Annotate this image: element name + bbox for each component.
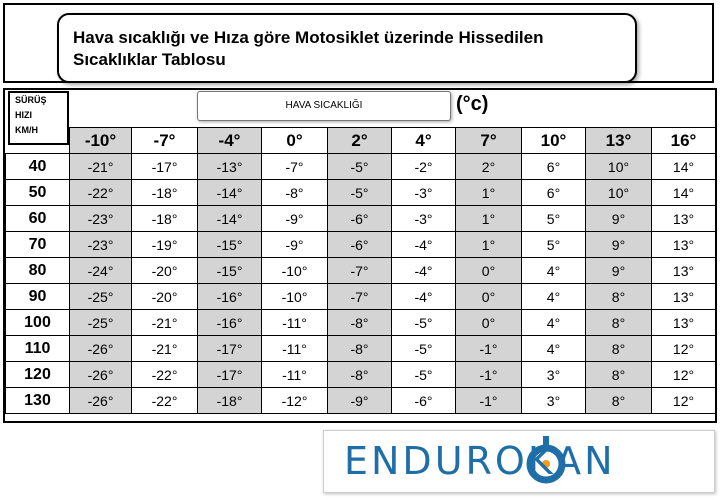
felt-temperature-cell: -9° [262,206,328,232]
page-title: Hava sıcaklığı ve Hıza göre Motosiklet üzerinde Hissedilen Sıcaklıklar Tablosu [73,28,544,69]
temperature-column-header: 2° [328,128,392,154]
temperature-column-header: 10° [522,128,586,154]
felt-temperature-cell: -18° [132,180,198,206]
felt-temperature-cell: 9° [586,258,652,284]
table-frame [3,88,717,423]
felt-temperature-cell: 8° [586,284,652,310]
felt-temperature-cell: -4° [392,258,456,284]
felt-temperature-cell: 12° [652,336,716,362]
felt-temperature-cell: -1° [456,336,522,362]
table-row [6,206,716,232]
felt-temperature-cell: 1° [456,232,522,258]
unit-label: (°c) [456,93,489,115]
felt-temperature-cell: 0° [456,284,522,310]
felt-temperature-cell: -16° [198,310,262,336]
felt-temperature-cell: -15° [198,258,262,284]
felt-temperature-cell: 8° [586,310,652,336]
speed-cell: 120 [6,362,70,388]
table-body [6,154,716,414]
air-temperature-header: HAVA SICAKLIĞI [197,91,451,121]
table-row [6,284,716,310]
felt-temperature-cell: -15° [198,232,262,258]
felt-temperature-cell: 14° [652,154,716,180]
felt-temperature-cell: -9° [262,232,328,258]
wind-chill-table [5,127,716,414]
table-row [6,388,716,414]
felt-temperature-cell: -17° [198,336,262,362]
felt-temperature-cell: -17° [132,154,198,180]
felt-temperature-cell: -1° [456,388,522,414]
speed-cell: 90 [6,284,70,310]
speed-cell: 100 [6,310,70,336]
felt-temperature-cell: -22° [132,388,198,414]
temperature-column-header: 0° [262,128,328,154]
felt-temperature-cell: 4° [522,258,586,284]
temperature-column-header: -4° [198,128,262,154]
felt-temperature-cell: -6° [328,206,392,232]
felt-temperature-cell: -11° [262,336,328,362]
table-row [6,258,716,284]
felt-temperature-cell: 6° [522,180,586,206]
felt-temperature-cell: -8° [328,310,392,336]
temperature-column-header: 4° [392,128,456,154]
felt-temperature-cell: -5° [392,336,456,362]
felt-temperature-cell: 9° [586,206,652,232]
felt-temperature-cell: 13° [652,206,716,232]
felt-temperature-cell: 4° [522,310,586,336]
speed-cell: 130 [6,388,70,414]
felt-temperature-cell: -12° [262,388,328,414]
felt-temperature-cell: -9° [328,388,392,414]
felt-temperature-cell: -5° [328,154,392,180]
felt-temperature-cell: -14° [198,206,262,232]
felt-temperature-cell: -8° [328,362,392,388]
felt-temperature-cell: -4° [392,232,456,258]
felt-temperature-cell: -21° [132,310,198,336]
speed-cell: 80 [6,258,70,284]
felt-temperature-cell: -10° [262,284,328,310]
felt-temperature-cell: -26° [70,336,132,362]
felt-temperature-cell: -18° [198,388,262,414]
felt-temperature-cell: -7° [328,258,392,284]
felt-temperature-cell: -22° [132,362,198,388]
felt-temperature-cell: 8° [586,388,652,414]
felt-temperature-cell: -4° [392,284,456,310]
felt-temperature-cell: 13° [652,258,716,284]
speed-header-line: HIZI [15,110,32,120]
felt-temperature-cell: 1° [456,180,522,206]
speed-header-line: SÜRÜŞ [15,95,47,105]
felt-temperature-cell: -26° [70,362,132,388]
felt-temperature-cell: -5° [392,310,456,336]
felt-temperature-cell: 8° [586,362,652,388]
felt-temperature-cell: -25° [70,310,132,336]
felt-temperature-cell: 12° [652,362,716,388]
speed-cell: 70 [6,232,70,258]
felt-temperature-cell: 1° [456,206,522,232]
felt-temperature-cell: -1° [456,362,522,388]
felt-temperature-cell: -23° [70,206,132,232]
felt-temperature-cell: -5° [328,180,392,206]
felt-temperature-cell: 6° [522,154,586,180]
felt-temperature-cell: -20° [132,284,198,310]
speed-cell: 40 [6,154,70,180]
felt-temperature-cell: -3° [392,180,456,206]
felt-temperature-cell: 12° [652,388,716,414]
felt-temperature-cell: -8° [328,336,392,362]
temperature-column-header: 16° [652,128,716,154]
header-spacer [6,128,70,154]
felt-temperature-cell: -17° [198,362,262,388]
table-row [6,232,716,258]
felt-temperature-cell: -2° [392,154,456,180]
felt-temperature-cell: 10° [586,154,652,180]
felt-temperature-cell: -8° [262,180,328,206]
logo-text: ENDUROKAN [344,439,616,483]
felt-temperature-cell: -19° [132,232,198,258]
felt-temperature-cell: 5° [522,232,586,258]
table-row [6,310,716,336]
felt-temperature-cell: -24° [70,258,132,284]
felt-temperature-cell: -26° [70,388,132,414]
felt-temperature-cell: 13° [652,310,716,336]
felt-temperature-cell: -23° [70,232,132,258]
speed-cell: 60 [6,206,70,232]
title-frame [3,3,714,83]
felt-temperature-cell: -5° [392,362,456,388]
speed-cell: 50 [6,180,70,206]
temperature-column-header: -10° [70,128,132,154]
felt-temperature-cell: -11° [262,362,328,388]
felt-temperature-cell: -10° [262,258,328,284]
felt-temperature-cell: 3° [522,362,586,388]
felt-temperature-cell: -18° [132,206,198,232]
felt-temperature-cell: -7° [262,154,328,180]
felt-temperature-cell: -21° [132,336,198,362]
felt-temperature-cell: 13° [652,284,716,310]
speed-header-line: KM/H [15,125,38,135]
felt-temperature-cell: 0° [456,258,522,284]
temperature-header-row [6,128,716,154]
felt-temperature-cell: 0° [456,310,522,336]
felt-temperature-cell: -21° [70,154,132,180]
felt-temperature-cell: -6° [392,388,456,414]
felt-temperature-cell: 8° [586,336,652,362]
table-row [6,154,716,180]
felt-temperature-cell: 10° [586,180,652,206]
temperature-column-header: -7° [132,128,198,154]
felt-temperature-cell: 14° [652,180,716,206]
felt-temperature-cell: -3° [392,206,456,232]
felt-temperature-cell: -7° [328,284,392,310]
felt-temperature-cell: -13° [198,154,262,180]
felt-temperature-cell: -22° [70,180,132,206]
table-row [6,336,716,362]
speed-cell: 110 [6,336,70,362]
felt-temperature-cell: 13° [652,232,716,258]
temperature-column-header: 13° [586,128,652,154]
felt-temperature-cell: 5° [522,206,586,232]
table-row [6,362,716,388]
felt-temperature-cell: 2° [456,154,522,180]
logo [323,430,715,493]
felt-temperature-cell: 9° [586,232,652,258]
felt-temperature-cell: 4° [522,284,586,310]
felt-temperature-cell: 4° [522,336,586,362]
felt-temperature-cell: 3° [522,388,586,414]
felt-temperature-cell: -20° [132,258,198,284]
temperature-column-header: 7° [456,128,522,154]
felt-temperature-cell: -11° [262,310,328,336]
table-row [6,180,716,206]
felt-temperature-cell: -16° [198,284,262,310]
felt-temperature-cell: -14° [198,180,262,206]
felt-temperature-cell: -25° [70,284,132,310]
title-box [57,13,637,83]
felt-temperature-cell: -6° [328,232,392,258]
